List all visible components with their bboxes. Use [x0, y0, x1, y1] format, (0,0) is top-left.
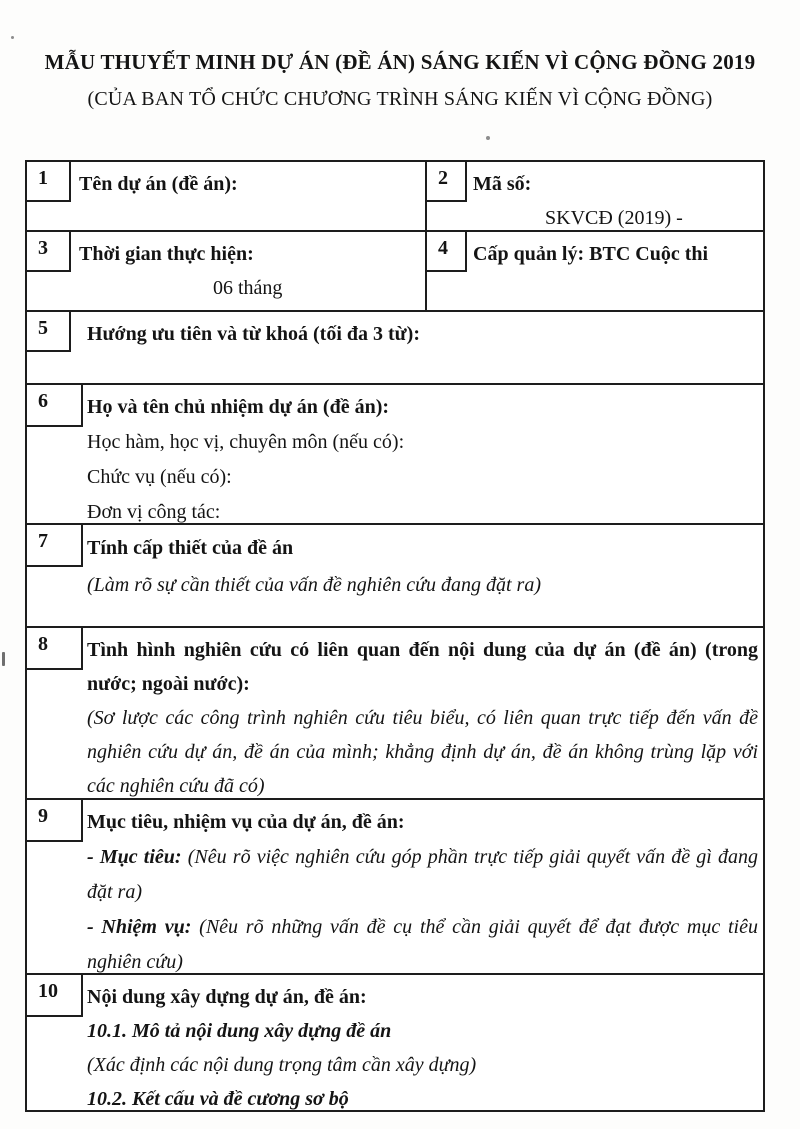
project-form-table: [25, 160, 765, 1112]
content-sub2-label: 10.2. Kết cấu và đề cương sơ bộ: [87, 1088, 349, 1110]
research-status-hint-line2: nghiên cứu dự án, đề án của mình; khẳng định dự án, đề án không trùng lặp với: [87, 741, 758, 763]
code-label: Mã số:: [473, 173, 532, 195]
goal-hint-part2: đặt ra): [87, 881, 142, 903]
leader-workplace-label: Đơn vị công tác:: [87, 501, 221, 523]
form-row-8: [27, 628, 763, 800]
leader-name-label: Họ và tên chủ nhiệm dự án (đề án):: [87, 396, 390, 418]
research-status-label-line1: Tình hình nghiên cứu có liên quan đến nội dung của dự án (đề án) (trong: [87, 639, 758, 661]
document-subtitle: (CỦA BAN TỔ CHỨC CHƯƠNG TRÌNH SÁNG KIẾN VÌ CỘNG ĐỒNG): [87, 88, 713, 110]
leader-degree-label: Học hàm, học vị, chuyên môn (nếu có):: [87, 431, 405, 453]
code-value: SKVCĐ (2019) -: [545, 207, 683, 229]
row-number-7: 7: [27, 525, 83, 567]
scan-artifact-mark: [2, 652, 5, 666]
form-cell-content: [27, 975, 763, 1110]
form-row-3-4: [27, 232, 763, 312]
keywords-label: Hướng ưu tiên và từ khoá (tối đa 3 từ):: [87, 323, 420, 345]
row-number-9: 9: [27, 800, 83, 842]
form-cell-objectives: [27, 800, 763, 973]
research-status-hint-line1: (Sơ lược các công trình nghiên cứu tiêu biểu, có liên quan trực tiếp đến vấn đề: [87, 707, 758, 729]
objectives-label: Mục tiêu, nhiệm vụ của dự án, đề án:: [87, 811, 405, 833]
form-cell-code: [427, 162, 763, 230]
management-level-label: Cấp quản lý: BTC Cuộc thi: [473, 243, 709, 265]
row-number-10: 10: [27, 975, 83, 1017]
content-sub1-hint: (Xác định các nội dung trọng tâm cần xây dựng): [87, 1054, 477, 1076]
row-number-6: 6: [27, 385, 83, 427]
form-cell-duration: [27, 232, 427, 310]
form-cell-project-leader: [27, 385, 763, 523]
task-line1: [87, 910, 758, 945]
row-number-8: 8: [27, 628, 83, 670]
task-label: - Nhiệm vụ:: [87, 916, 192, 938]
duration-label: Thời gian thực hiện:: [79, 243, 254, 265]
form-row-6: [27, 385, 763, 525]
scan-artifact-dot: [486, 136, 490, 140]
scan-artifact-dot: [11, 36, 14, 39]
form-cell-necessity: [27, 525, 763, 626]
content-sub1-label: 10.1. Mô tả nội dung xây dựng đề án: [87, 1020, 392, 1042]
content-label: Nội dung xây dựng dự án, đề án:: [87, 986, 367, 1008]
form-cell-project-name: [27, 162, 427, 230]
leader-position-label: Chức vụ (nếu có):: [87, 466, 232, 488]
necessity-hint: (Làm rõ sự cần thiết của vấn đề nghiên cứu đang đặt ra): [87, 574, 541, 596]
row-number-4: 4: [427, 232, 467, 272]
goal-line1: [87, 840, 758, 875]
form-row-7: [27, 525, 763, 628]
form-row-1-2: [27, 162, 763, 232]
necessity-label: Tính cấp thiết của đề án: [87, 537, 294, 559]
goal-hint-part1: (Nêu rõ việc nghiên cứu góp phần trực tiếp giải quyết vấn đề gì đang: [187, 846, 759, 868]
row-number-5: 5: [27, 312, 71, 352]
form-cell-research-status: [27, 628, 763, 798]
goal-label: - Mục tiêu:: [87, 846, 182, 868]
duration-value: 06 tháng: [213, 277, 283, 299]
research-status-label-line2: nước; ngoài nước):: [87, 673, 250, 695]
row-number-3: 3: [27, 232, 71, 272]
research-status-hint-line3: các nghiên cứu đã có): [87, 775, 265, 797]
form-cell-management-level: [427, 232, 763, 310]
form-row-5: [27, 312, 763, 385]
form-row-9: [27, 800, 763, 975]
form-row-10: [27, 975, 763, 1110]
project-name-label: Tên dự án (đề án):: [79, 173, 238, 195]
document-title: MẪU THUYẾT MINH DỰ ÁN (ĐỀ ÁN) SÁNG KIẾN VÌ CỘNG ĐỒNG 2019: [44, 50, 756, 74]
row-number-1: 1: [27, 162, 71, 202]
task-hint-part1: (Nêu rõ những vấn đề cụ thể cần giải quyết để đạt được mục tiêu: [199, 916, 758, 938]
form-cell-keywords: [27, 312, 763, 383]
row-number-2: 2: [427, 162, 467, 202]
task-hint-part2: nghiên cứu): [87, 951, 183, 973]
